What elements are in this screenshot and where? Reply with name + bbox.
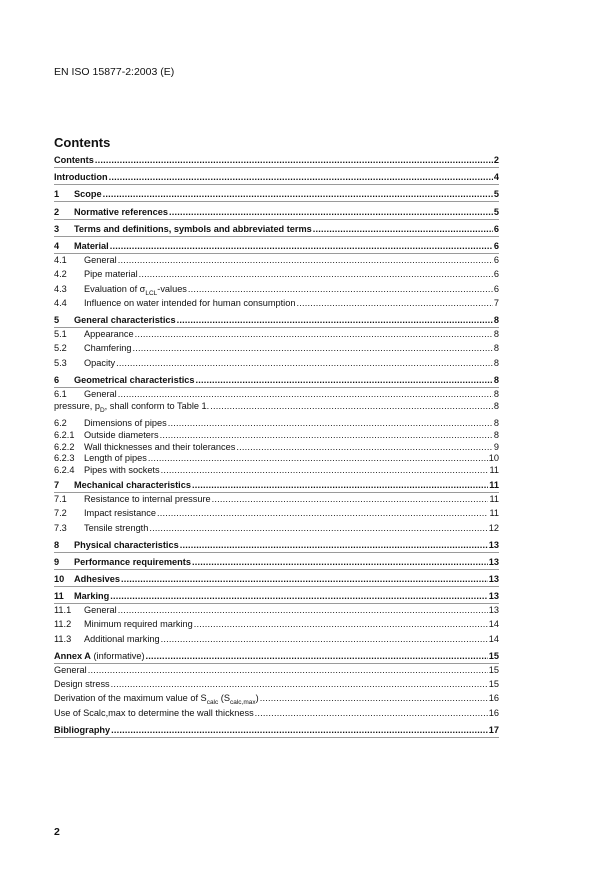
toc-entry-4[interactable]: 4 Material ..... 6 [54, 240, 499, 253]
toc-divider [54, 201, 499, 202]
toc-entry-7-2[interactable]: 7.2 Impact resistance ..... 11 [54, 507, 499, 520]
toc-entry-6-2-2[interactable]: 6.2.2 Wall thicknesses and their tolerances ..... 9 [54, 441, 499, 454]
toc-entry-11-2[interactable]: 11.2 Minimum required marking ..... 14 [54, 618, 499, 631]
toc-divider [54, 167, 499, 168]
toc-entry-6[interactable]: 6 Geometrical characteristics ..... 8 [54, 374, 499, 387]
toc-divider [54, 236, 499, 237]
toc-entry-5-1[interactable]: 5.1 Appearance ..... 8 [54, 328, 499, 341]
toc-entry-11-3[interactable]: 11.3 Additional marking ..... 14 [54, 633, 499, 646]
toc-entry-5-2[interactable]: 5.2 Chamfering ..... 8 [54, 342, 499, 355]
toc-entry-5[interactable]: 5 General characteristics ..... 8 [54, 314, 499, 327]
toc-divider [54, 737, 499, 738]
toc-entry-4-4[interactable]: 4.4 Influence on water intended for human consumption ..... 7 [54, 297, 499, 310]
toc-divider [54, 184, 499, 185]
toc-entry-7-1[interactable]: 7.1 Resistance to internal pressure ..... 11 [54, 493, 499, 506]
page-number: 2 [54, 826, 60, 838]
toc-entry-11-1[interactable]: 11.1 General ..... 13 [54, 604, 499, 617]
table-of-contents [54, 0, 499, 876]
document-id-header: EN ISO 15877-2:2003 (E) [54, 66, 175, 78]
toc-divider [54, 586, 499, 587]
toc-entry-9[interactable]: 9 Performance requirements ..... 13 [54, 556, 499, 569]
toc-entry-4-2[interactable]: 4.2 Pipe material ..... 6 [54, 268, 499, 281]
toc-entry-10[interactable]: 10 Adhesives ..... 13 [54, 573, 499, 586]
toc-entry-annex-derivation[interactable]: Derivation of the maximum value of $S_{calc}$ $(S_{calc,max})$ ..... 16 [54, 692, 499, 705]
toc-entry-2[interactable]: 2 Normative references ..... 5 [54, 206, 499, 219]
toc-entry-7[interactable]: 7 Mechanical characteristics ..... 11 [54, 479, 499, 492]
contents-title: Contents [54, 135, 111, 150]
toc-entry-annex-design-stress[interactable]: Design stress ..... 15 [54, 678, 499, 691]
toc-entry-bibliography[interactable]: Bibliography ..... 17 [54, 724, 499, 737]
toc-divider [54, 569, 499, 570]
toc-entry-annex-wall-thickness[interactable]: Use of Scalc,max to determine the wall thickness ..... 16 [54, 707, 499, 720]
toc-entry-annex-a[interactable]: Annex A (informative) ..... 15 [54, 650, 499, 663]
toc-entry-introduction[interactable]: Introduction ..... 4 [54, 171, 499, 184]
toc-entry-6-2-1[interactable]: 6.2.1 Outside diameters ..... 8 [54, 429, 499, 442]
toc-entry-6-1[interactable]: 6.1 General ..... 8 [54, 388, 499, 401]
toc-entry-5-3[interactable]: 5.3 Opacity ..... 8 [54, 357, 499, 370]
toc-entry-3[interactable]: 3 Terms and definitions, symbols and abbreviated terms ..... 6 [54, 223, 499, 236]
toc-entry-pressure[interactable]: pressure, $p_D$, shall conform to Table 1. ..... 8 [54, 400, 499, 413]
toc-entry-8[interactable]: 8 Physical characteristics ..... 13 [54, 539, 499, 552]
toc-entry-4-1[interactable]: 4.1 General ..... 6 [54, 254, 499, 267]
toc-entry-contents[interactable]: Contents ..... 2 [54, 154, 499, 167]
toc-entry-7-3[interactable]: 7.3 Tensile strength ..... 12 [54, 522, 499, 535]
toc-entry-6-2-4[interactable]: 6.2.4 Pipes with sockets ..... 11 [54, 464, 499, 477]
toc-entry-1[interactable]: 1 Scope ..... 5 [54, 188, 499, 201]
toc-entry-annex-general[interactable]: General ..... 15 [54, 664, 499, 677]
toc-entry-6-2[interactable]: 6.2 Dimensions of pipes ..... 8 [54, 417, 499, 430]
toc-divider [54, 552, 499, 553]
toc-entry-4-3[interactable]: 4.3 Evaluation of $\sigma_{LCL}$-values ..... 6 [54, 283, 499, 296]
toc-entry-6-2-3[interactable]: 6.2.3 Length of pipes ..... 10 [54, 452, 499, 465]
toc-entry-11[interactable]: 11 Marking ..... 13 [54, 590, 499, 603]
toc-divider [54, 219, 499, 220]
